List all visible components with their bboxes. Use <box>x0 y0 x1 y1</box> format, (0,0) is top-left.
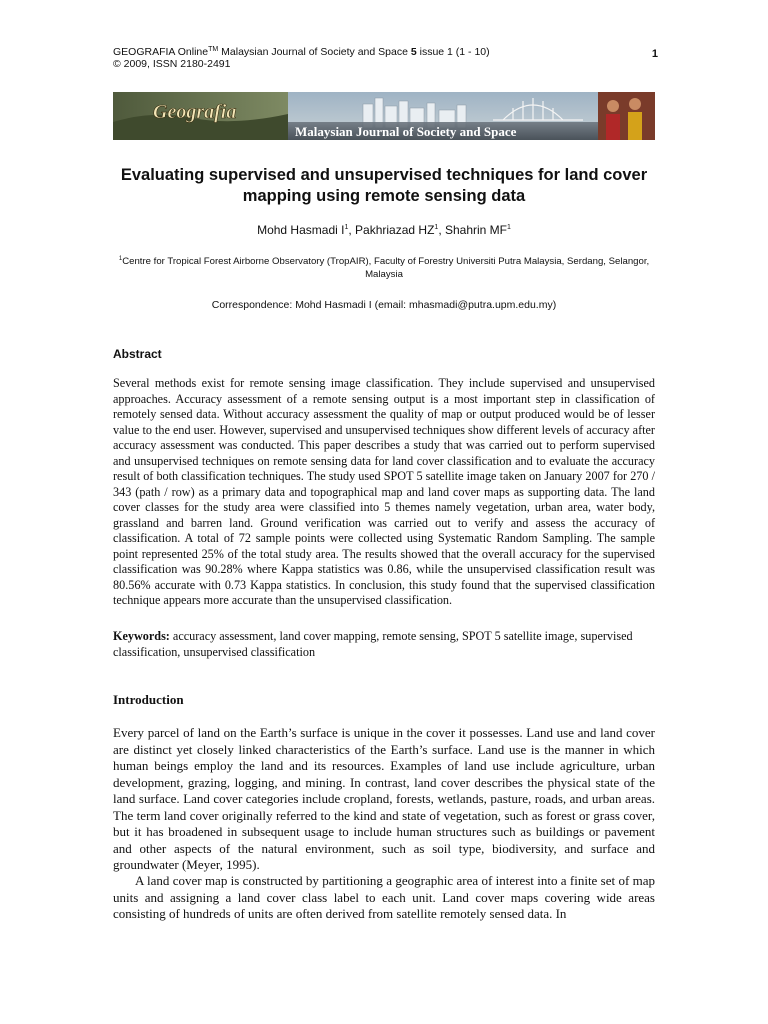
journal-prefix: GEOGRAFIA Online <box>113 46 209 58</box>
journal-name: Malaysian Journal of Society and Space <box>218 46 411 58</box>
author-name: Pakhriazad HZ <box>355 223 435 237</box>
author-name: Shahrin MF <box>444 223 508 237</box>
copyright-line: © 2009, ISSN 2180-2491 <box>113 58 231 70</box>
running-header <box>113 46 658 70</box>
author-affiliation-mark: 1 <box>344 224 349 231</box>
keywords-label: Keywords: <box>113 629 170 643</box>
page-number: 1 <box>651 48 658 60</box>
abstract-heading: Abstract <box>113 347 162 361</box>
paper-title: Evaluating supervised and unsupervised techniques for land cover mapping using remote sensing data <box>120 166 648 205</box>
author-affiliation-mark: 1 <box>507 224 511 231</box>
trademark-mark: TM <box>208 46 219 53</box>
journal-citation-line <box>113 46 658 58</box>
banner-graphic <box>113 92 655 140</box>
affiliation-text: Centre for Tropical Forest Airborne Observatory (TropAIR), Faculty of Forestry Universiti Putra Malaysia, Serdang, Selangor, Malaysia <box>122 256 650 280</box>
introduction-paragraph-2: A land cover map is constructed by partitioning a geographic area of interest into a finite set of map units and assigning a land cover class label to each unit. Land cover maps covering wide areas consisting of hundreds of units are often derived from satellite remotely sensed data. In <box>113 873 655 921</box>
author-separator: , <box>438 223 445 237</box>
introduction-paragraph-1: Every parcel of land on the Earth’s surface is unique in the cover it possesses. Land use and land cover are distinct yet closely linked characteristics of the Earth’s surface. Land use is the manner in which human beings employ the land and its resources. Examples of land use include agriculture, urban development, grazing, logging, and mining. In contrast, land cover describes the physical state of the land surface. Land cover categories include cropland, forests, wetlands, pasture, roads, and urban areas. The term land cover originally referred to the kind and state of vegetation, such as forest or grass cover, but it has broadened in subsequent usage to include human structures such as buildings or pavement and other aspects of the natural environment, such as soil type, biodiversity, and surface and groundwater (Meyer, 1995). <box>113 725 655 872</box>
abstract-body: Several methods exist for remote sensing image classification. They include supervised and unsupervised approaches. Accuracy assessment of a remote sensing output is a most important step in classification of remotely sensed data. Without accuracy assessment the quality of map or output produced would be of lesser value to the end user. However, supervised and unsupervised techniques show different levels of accuracy after accuracy assessment was conducted. This paper describes a study that was carried out to perform supervised and unsupervised techniques on remote sensing data for land cover classification and to evaluate the accuracy result of both classification techniques. The study used SPOT 5 satellite image taken on January 2007 for 270 / 343 (path / row) as a primary data and topographical map and land cover maps as supporting data. The land cover classes for the study area were classified into 5 themes namely vegetation, urban area, water body, grassland and barren land. Ground verification was carried out to verify and assess the accuracy of classification. A total of 72 sample points were collected using Systematic Random Sampling. The sample point represented 25% of the total study area. The results showed that the overall accuracy for the supervised classification was 90.28% where Kappa statistics was 0.86, while the unsupervised classification result was 80.56% accurate with 0.73 Kappa statistics. In conclusion, this study found that the supervised classification technique appears more accurate than the unsupervised classification. <box>113 376 655 607</box>
journal-volume: 5 <box>410 46 417 58</box>
introduction-heading: Introduction <box>113 692 184 707</box>
affiliation-mark: 1 <box>118 256 123 262</box>
author-name: Mohd Hasmadi I <box>257 223 345 237</box>
correspondence-line: Correspondence: Mohd Hasmadi I (email: mhasmadi@putra.upm.edu.my) <box>211 299 557 311</box>
journal-banner <box>113 92 655 140</box>
author-list <box>100 223 668 237</box>
keywords-text: accuracy assessment, land cover mapping, remote sensing, SPOT 5 satellite image, supervised classification, unsupervised classification <box>113 629 633 659</box>
keywords <box>113 629 655 660</box>
banner-logo-text: Geografia <box>153 101 237 123</box>
author-separator: , <box>348 223 356 237</box>
banner-tagline: Malaysian Journal of Society and Space <box>295 124 517 139</box>
journal-issue: issue 1 (1 - 10) <box>416 46 490 58</box>
affiliation <box>113 256 655 281</box>
author-affiliation-mark: 1 <box>434 224 439 231</box>
